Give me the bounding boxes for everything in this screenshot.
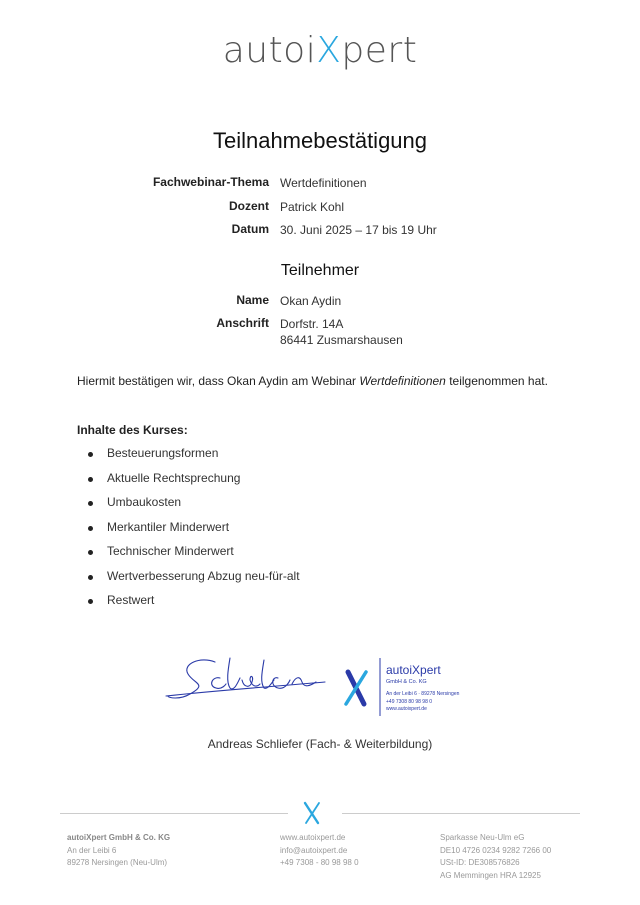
footer-iban: DE10 4726 0234 9282 7266 00 bbox=[440, 845, 552, 855]
address-line2: 86441 Zusmarshausen bbox=[280, 333, 403, 347]
list-item-text: Aktuelle Rechtsprechung bbox=[107, 470, 241, 485]
footer-x-icon bbox=[300, 800, 324, 826]
footer-vat-id: USt-ID: DE308576826 bbox=[440, 858, 520, 867]
participant-heading: Teilnehmer bbox=[280, 262, 360, 279]
logo-text-post: pert bbox=[341, 30, 418, 71]
stamp-x-icon bbox=[346, 672, 366, 704]
bullet-icon bbox=[88, 452, 93, 457]
address-line1: Dorfstr. 14A bbox=[280, 317, 344, 331]
bullet-icon bbox=[88, 477, 93, 482]
document-title: Teilnahmebestätigung bbox=[212, 128, 428, 153]
bullet-icon bbox=[88, 575, 93, 580]
topic-value: Wertdefinitionen bbox=[280, 176, 367, 190]
name-value: Okan Aydin bbox=[280, 294, 342, 308]
footer-street: An der Leibi 6 bbox=[67, 845, 117, 855]
date-label: Datum bbox=[231, 222, 269, 236]
footer-email-link[interactable]: info@autoixpert.de bbox=[280, 845, 348, 855]
stamp-address: An der Leibi 6 · 89278 Nersingen bbox=[386, 691, 460, 697]
list-item-text: Restwert bbox=[107, 593, 155, 607]
list-item-text: Besteuerungsformen bbox=[107, 446, 219, 460]
footer-divider-left bbox=[60, 813, 288, 814]
handwritten-signature bbox=[166, 658, 325, 698]
footer-company-column bbox=[67, 832, 170, 870]
confirmation-topic: Wertdefinitionen bbox=[359, 374, 446, 388]
stamp-company: GmbH & Co. KG bbox=[386, 679, 427, 685]
bullet-icon bbox=[88, 599, 93, 604]
footer-phone: +49 7308 - 80 98 98 0 bbox=[280, 858, 359, 867]
confirmation-post: teilgenommen hat. bbox=[445, 374, 548, 388]
bullet-icon bbox=[88, 501, 93, 506]
course-heading: Inhalte des Kurses: bbox=[77, 423, 188, 437]
stamp-web: www.autoixpert.de bbox=[386, 706, 427, 712]
confirmation-pre: Hiermit bestätigen wir, dass Okan Aydin am Webinar bbox=[77, 374, 360, 388]
date-value: 30. Juni 2025 – 17 bis 19 Uhr bbox=[280, 223, 437, 237]
list-item-text: Umbaukosten bbox=[107, 495, 182, 509]
footer-contact-column bbox=[280, 832, 359, 870]
footer-register: AG Memmingen HRA 12925 bbox=[440, 870, 541, 880]
list-item-text: Wertverbesserung Abzug neu-für-alt bbox=[107, 568, 300, 583]
footer-divider-right bbox=[342, 813, 580, 814]
speaker-label: Dozent bbox=[229, 199, 269, 213]
stamp-phone: +49 7308 80 98 98 0 bbox=[386, 699, 433, 705]
list-item-text: Technischer Minderwert bbox=[107, 544, 234, 558]
footer-city: 89278 Nersingen (Neu-Ulm) bbox=[67, 858, 168, 867]
footer-bank-name: Sparkasse Neu-Ulm eG bbox=[440, 833, 525, 842]
address-value bbox=[280, 316, 403, 348]
logo-text-pre: autoi bbox=[222, 30, 317, 71]
footer-company-name: autoiXpert GmbH & Co. KG bbox=[67, 833, 171, 842]
signer-name: Andreas Schliefer (Fach- & Weiterbildung) bbox=[207, 737, 433, 751]
bullet-icon bbox=[88, 526, 93, 531]
bullet-icon bbox=[88, 550, 93, 555]
stamp-brand: autoiXpert bbox=[386, 663, 441, 677]
signature-stamp-graphic bbox=[160, 652, 480, 722]
topic-label: Fachwebinar-Thema bbox=[152, 175, 269, 189]
name-label: Name bbox=[236, 293, 269, 307]
logo-x: X bbox=[316, 30, 342, 71]
company-logo bbox=[0, 30, 640, 71]
speaker-value: Patrick Kohl bbox=[280, 200, 345, 214]
signature-stamp-area bbox=[160, 652, 480, 722]
footer-bank-column bbox=[440, 832, 551, 882]
footer-website-link[interactable]: www.autoixpert.de bbox=[280, 833, 346, 842]
confirmation-text bbox=[77, 374, 548, 388]
list-item-text: Merkantiler Minderwert bbox=[107, 519, 230, 534]
address-label: Anschrift bbox=[216, 316, 269, 330]
